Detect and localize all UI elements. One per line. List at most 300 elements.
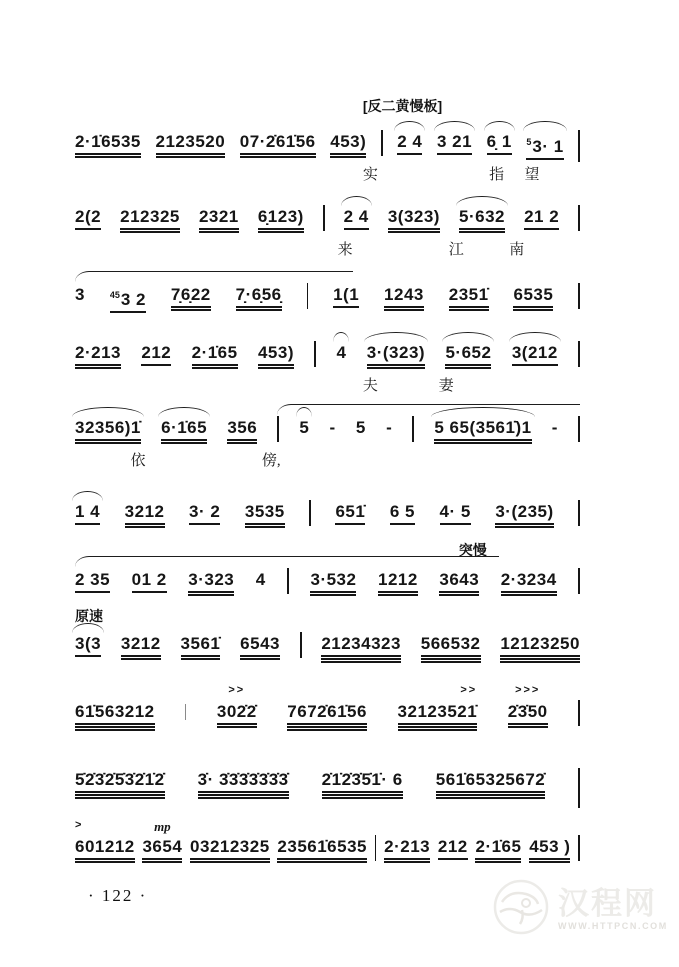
beam-underlines — [75, 228, 101, 230]
beam-underlines — [75, 655, 101, 657]
beam-line — [330, 153, 366, 155]
beam-line — [439, 594, 479, 596]
note-text: 4 — [336, 343, 347, 362]
measure-row — [75, 684, 580, 731]
note-group — [75, 207, 101, 230]
beam-line — [198, 791, 289, 793]
lyric: 江 — [448, 242, 464, 258]
note-text: 6̣ 1 — [486, 132, 512, 151]
beam-underlines — [121, 655, 161, 660]
note-text: 1243 — [384, 285, 424, 304]
barline — [578, 416, 580, 442]
note-group — [121, 634, 161, 660]
beam-line — [501, 594, 557, 596]
note-text: 212 — [141, 343, 172, 362]
barline — [412, 416, 414, 442]
beam-underlines — [236, 306, 282, 311]
note-text: 2̇1̇2̇3̇5̇1̇· 6 — [321, 770, 403, 789]
beam-underlines — [198, 791, 289, 799]
note-group — [198, 770, 289, 799]
beam-line — [310, 594, 356, 596]
beam-line — [125, 523, 165, 525]
beam-line — [287, 726, 367, 728]
beam-line — [156, 156, 226, 158]
note-group — [227, 418, 257, 444]
score-line — [75, 207, 580, 258]
note-text: 07·2̇61̇56 — [239, 132, 316, 151]
beam-line — [75, 797, 165, 799]
note-text: 453) — [257, 343, 294, 362]
beam-underlines — [217, 723, 257, 728]
barline — [578, 700, 580, 726]
barline — [578, 500, 580, 526]
measure-row — [75, 343, 580, 369]
note-text: 2·213 — [384, 837, 431, 856]
note-group — [501, 570, 557, 596]
score-line — [75, 684, 580, 732]
note-group — [310, 570, 356, 596]
beam-underlines — [190, 858, 270, 863]
note-group — [388, 207, 440, 233]
note-group — [507, 684, 548, 728]
beam-underlines — [125, 523, 165, 528]
beam-line — [322, 797, 403, 799]
watermark-site-name: 汉程网 — [558, 885, 657, 921]
beam-underlines — [75, 723, 155, 731]
slur-arc — [333, 332, 349, 342]
beam-underlines — [75, 364, 121, 369]
barline — [578, 283, 580, 309]
measure-row — [75, 502, 580, 528]
note-group — [335, 502, 365, 525]
note-text: 2351̇ — [448, 285, 489, 304]
beam-underlines — [437, 153, 472, 155]
beam-underlines — [75, 591, 110, 593]
lyric: 夫 — [362, 378, 378, 394]
note-group — [437, 132, 472, 155]
note-group — [75, 285, 85, 305]
note-group — [132, 570, 167, 593]
note-group — [199, 207, 239, 233]
barline — [578, 768, 580, 808]
note-text: 2·1̇6535 — [75, 132, 141, 151]
measure-row — [75, 418, 580, 444]
beam-line — [75, 729, 155, 731]
note-group — [438, 837, 468, 860]
beam-line — [181, 658, 221, 660]
beam-underlines — [388, 228, 440, 233]
note-group — [330, 132, 366, 158]
note-group — [245, 502, 285, 528]
watermark — [492, 878, 677, 941]
note-group — [240, 634, 280, 660]
beam-line — [437, 153, 472, 155]
beam-line — [398, 726, 478, 728]
beam-underlines — [199, 228, 239, 233]
tempo-marker: [反二黄慢板] — [362, 98, 443, 114]
note-text: 1212 — [378, 570, 418, 589]
beam-line — [440, 523, 471, 525]
note-group — [287, 702, 367, 731]
note-group — [367, 343, 425, 369]
note-text: 3·(323) — [366, 343, 426, 362]
note-group — [75, 502, 100, 525]
note-text: 2123520 — [155, 132, 226, 151]
beam-line — [384, 861, 430, 863]
note-group — [125, 502, 165, 528]
beam-line — [240, 153, 316, 155]
note-text: 2·3234 — [500, 570, 557, 589]
note-text: 5 — [355, 418, 366, 437]
beam-underlines — [438, 858, 468, 860]
note-group — [336, 343, 346, 363]
barline — [578, 205, 580, 231]
beam-line — [449, 306, 489, 308]
barline — [323, 205, 325, 231]
beam-line — [321, 655, 401, 657]
beam-line — [436, 791, 546, 793]
beam-line — [142, 861, 182, 863]
phrase-slur-line — [277, 404, 580, 416]
beam-line — [188, 594, 234, 596]
beam-line — [245, 526, 285, 528]
note-group — [459, 207, 505, 233]
note-text: 7̣6̣22 — [170, 285, 211, 304]
page-number: · 122 · — [88, 886, 148, 905]
watermark-logo-icon — [492, 878, 550, 941]
note-group — [240, 132, 316, 158]
beam-line — [161, 442, 207, 444]
beam-line — [501, 591, 557, 593]
score-line — [75, 819, 580, 867]
beam-underlines — [449, 306, 489, 311]
beam-underlines — [310, 591, 356, 596]
note-group — [75, 418, 141, 444]
beam-line — [217, 723, 257, 725]
note-group — [75, 819, 135, 863]
lyric: 实 — [362, 167, 378, 183]
note-text: 1(1 — [333, 285, 360, 304]
note-group — [397, 132, 422, 155]
beam-line — [378, 594, 418, 596]
note-text: 302̇2̇ — [216, 702, 257, 721]
beam-line — [421, 658, 481, 660]
beam-line — [190, 858, 270, 860]
note-text: 453) — [330, 132, 367, 151]
note-group — [322, 770, 403, 799]
note-group — [552, 418, 558, 438]
lyric: 妻 — [438, 378, 454, 394]
note-group — [142, 819, 183, 863]
beam-underlines — [475, 858, 521, 863]
beam-line — [171, 309, 211, 311]
beam-underlines — [181, 655, 221, 660]
barline — [287, 568, 289, 594]
note-group — [75, 702, 155, 731]
beam-line — [322, 791, 403, 793]
beam-line — [526, 158, 563, 160]
beam-line — [344, 228, 369, 230]
beam-line — [121, 655, 161, 657]
note-group — [171, 285, 211, 311]
score-line — [75, 285, 580, 315]
beam-underlines — [508, 723, 548, 728]
note-group — [384, 285, 424, 311]
note-group — [524, 207, 559, 230]
beam-line — [75, 228, 101, 230]
barline — [375, 835, 377, 861]
note-text: 3643 — [439, 570, 480, 589]
lyric: 依 — [130, 453, 146, 469]
beam-line — [434, 439, 531, 441]
beam-line — [120, 228, 180, 230]
beam-underlines — [75, 858, 135, 863]
beam-line — [500, 658, 580, 660]
note-group — [110, 285, 146, 313]
beam-line — [378, 591, 418, 593]
beam-underlines — [120, 228, 180, 233]
beam-line — [141, 364, 171, 366]
beam-underlines — [132, 591, 167, 593]
note-group — [189, 502, 220, 525]
beam-underlines — [110, 311, 146, 313]
score-line — [75, 608, 580, 664]
note-text: 4 — [255, 570, 266, 589]
note-text: 3212 — [124, 502, 165, 521]
note-text: 651̇ — [335, 502, 366, 521]
measure-row — [75, 207, 580, 233]
score-line — [75, 418, 580, 469]
beam-line — [245, 523, 285, 525]
phrase-slur-line — [75, 271, 353, 283]
beam-underlines — [378, 591, 418, 596]
beam-line — [529, 861, 570, 863]
accent-mark: > — [75, 819, 84, 831]
note-text: 2(2 — [75, 207, 102, 226]
score-line — [75, 98, 580, 183]
note-text: 3 21 — [436, 132, 473, 151]
note-text: 32356)1̇ — [75, 418, 141, 437]
note-text: 212325 — [120, 207, 180, 226]
beam-line — [310, 591, 356, 593]
dynamic-mark: mp — [154, 819, 171, 834]
slur-arc — [364, 332, 428, 342]
measure-row — [75, 570, 580, 596]
beam-line — [75, 156, 141, 158]
note-group — [75, 343, 121, 369]
beam-underlines — [526, 158, 563, 160]
beam-underlines — [227, 439, 257, 444]
barline — [314, 341, 316, 367]
note-text: 3̇· 3̇3̇3̇3̇3̇3̇3̇ — [197, 770, 289, 789]
beam-line — [161, 439, 207, 441]
note-text: - — [386, 418, 393, 437]
beam-line — [512, 364, 558, 366]
beam-line — [421, 655, 481, 657]
barline — [307, 283, 309, 309]
note-text: 3·(235) — [495, 502, 554, 521]
beam-line — [258, 364, 294, 366]
note-group — [216, 684, 257, 728]
beam-line — [475, 861, 521, 863]
beam-line — [445, 364, 491, 366]
note-group — [258, 207, 304, 233]
beam-underlines — [141, 364, 171, 366]
beam-line — [277, 858, 367, 860]
beam-underlines — [434, 439, 531, 444]
barline — [185, 704, 186, 720]
beam-line — [436, 794, 546, 796]
note-group — [434, 418, 531, 444]
accent-mark: >>> — [515, 684, 541, 696]
beam-line — [75, 364, 121, 366]
beam-line — [487, 153, 512, 155]
beam-line — [75, 858, 135, 860]
beam-underlines — [495, 523, 553, 528]
note-group — [397, 684, 478, 731]
beam-underlines — [321, 655, 401, 663]
beam-line — [421, 661, 481, 663]
beam-line — [75, 367, 121, 369]
beam-line — [236, 306, 282, 308]
beam-line — [524, 228, 559, 230]
beam-line — [287, 729, 367, 731]
beam-line — [75, 723, 155, 725]
beam-underlines — [277, 858, 367, 863]
note-group — [321, 634, 401, 663]
note-text: 2·213 — [75, 343, 121, 362]
score-line — [75, 542, 580, 600]
slur-arc — [158, 407, 210, 417]
beam-underlines — [192, 364, 238, 369]
note-group — [449, 285, 489, 311]
accent-mark: >> — [460, 684, 478, 696]
beam-line — [459, 228, 505, 230]
note-text: 2·1̇65 — [475, 837, 522, 856]
beam-line — [398, 729, 478, 731]
score-line — [75, 343, 580, 394]
note-text: 6̣123) — [257, 207, 304, 226]
beam-line — [75, 591, 110, 593]
measure-row — [75, 770, 580, 808]
beam-underlines — [384, 306, 424, 311]
beam-line — [529, 858, 570, 860]
beam-line — [384, 306, 424, 308]
lyric: 来 — [337, 242, 353, 258]
note-text: 212 — [437, 837, 468, 856]
beam-line — [121, 658, 161, 660]
beam-line — [384, 858, 430, 860]
note-group — [75, 634, 101, 657]
note-text: 3(3 — [75, 634, 102, 653]
note-text: 1 4 — [75, 502, 101, 521]
note-text: 6·1̇65 — [161, 418, 208, 437]
beam-underlines — [384, 858, 430, 863]
beam-underlines — [501, 591, 557, 596]
beam-line — [333, 306, 359, 308]
measure-row — [75, 285, 580, 313]
note-group — [513, 285, 553, 311]
beam-line — [258, 367, 294, 369]
beam-line — [125, 526, 165, 528]
note-text: 5̇2̇3̇2̇5̇3̇2̇1̇2̇ — [75, 770, 165, 789]
beam-underlines — [344, 228, 369, 230]
phrase-slur-line — [75, 556, 499, 568]
beam-underlines — [445, 364, 491, 369]
slur-arc — [456, 196, 508, 206]
beam-line — [75, 153, 141, 155]
note-group — [190, 837, 270, 863]
barline — [578, 130, 580, 162]
note-group — [330, 418, 336, 438]
beam-line — [434, 442, 531, 444]
beam-underlines — [258, 228, 304, 233]
note-group — [386, 418, 392, 438]
note-text: 453 ) — [529, 837, 571, 856]
beam-line — [258, 231, 304, 233]
note-text: 3535 — [244, 502, 285, 521]
note-group — [156, 132, 226, 158]
note-group — [277, 837, 367, 863]
note-text: 2̇3̇50 — [507, 702, 548, 721]
slur-arc — [394, 121, 425, 131]
note-text: 601212 — [75, 837, 135, 856]
note-group — [384, 837, 430, 863]
beam-line — [181, 655, 221, 657]
beam-underlines — [75, 439, 141, 444]
beam-underlines — [287, 723, 367, 731]
beam-line — [120, 231, 180, 233]
note-group — [75, 770, 165, 799]
beam-underlines — [188, 591, 234, 596]
note-text: $^{45}$3 2 — [109, 290, 147, 309]
beam-line — [508, 726, 548, 728]
lyric: 望 — [524, 167, 540, 183]
beam-line — [384, 309, 424, 311]
beam-line — [367, 367, 425, 369]
note-text: 21 2 — [524, 207, 560, 226]
grace-note: 5 — [526, 137, 532, 147]
tempo-marker: 原速 — [75, 608, 103, 624]
note-text: 32123521̇ — [397, 702, 478, 721]
beam-line — [75, 791, 165, 793]
barline — [578, 835, 580, 861]
beam-underlines — [367, 364, 425, 369]
beam-line — [475, 858, 521, 860]
note-text: 7672̇61̇56 — [287, 702, 367, 721]
note-text: - — [551, 418, 558, 437]
beam-underlines — [240, 153, 316, 158]
beam-line — [335, 523, 365, 525]
watermark-site-url: WWW.HTTPCN.COM — [558, 920, 668, 931]
note-text: 6 5 — [389, 502, 415, 521]
note-text: 5·652 — [445, 343, 492, 362]
note-group — [344, 207, 369, 230]
beam-line — [198, 797, 289, 799]
note-group — [440, 502, 471, 525]
note-group — [161, 418, 207, 444]
beam-line — [75, 861, 135, 863]
note-text: 3·532 — [310, 570, 357, 589]
score-line — [75, 502, 580, 532]
note-text: 6535 — [513, 285, 554, 304]
beam-line — [277, 861, 367, 863]
note-text: 566532 — [420, 634, 481, 653]
beam-line — [449, 309, 489, 311]
beam-line — [438, 858, 468, 860]
beam-line — [321, 658, 401, 660]
note-group — [333, 285, 359, 308]
